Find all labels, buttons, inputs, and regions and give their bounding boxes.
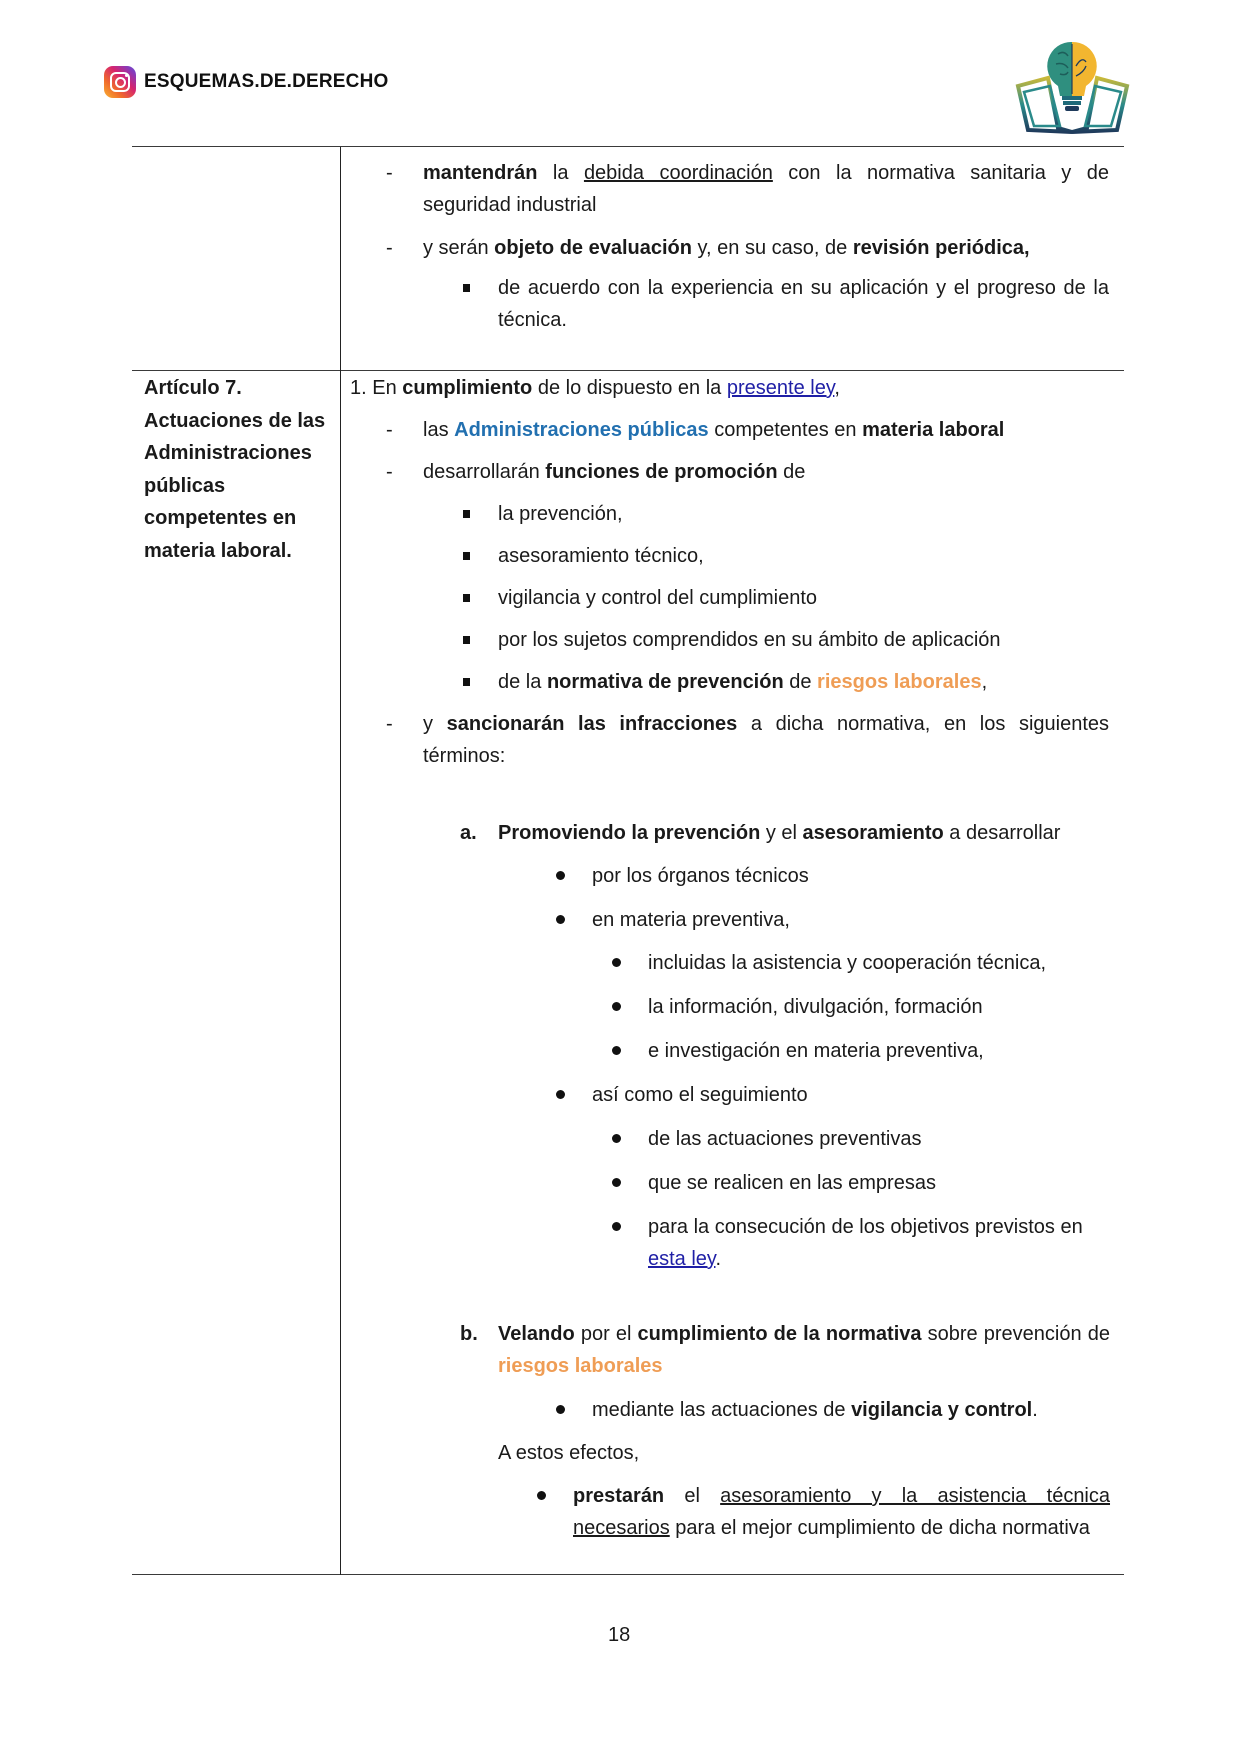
- column-divider: [340, 147, 341, 1575]
- article-title-line: Actuaciones de las: [144, 409, 326, 432]
- text-segment: normativa de prevención: [546, 671, 784, 693]
- text-segment: asesoramiento y la asistencia técnica necesarios: [573, 1485, 1111, 1539]
- article-title-line: competentes en: [144, 507, 297, 529]
- dash-bullet: -: [386, 419, 393, 441]
- list-item: [498, 624, 1001, 656]
- list-item: [573, 1480, 1110, 1544]
- text-segment: a dicha normativa, en los siguientes términos:: [423, 713, 1110, 767]
- text-segment: las: [423, 419, 455, 441]
- text-segment: y serán: [423, 237, 495, 259]
- list-item: [592, 1394, 1038, 1426]
- list-item: que se realicen en las empresas: [648, 1172, 936, 1194]
- list-item: [648, 1211, 1110, 1275]
- text-segment: ,: [834, 377, 840, 399]
- text-segment: riesgos laborales: [817, 671, 982, 693]
- text-segment: de la: [498, 671, 547, 693]
- text-segment: vigilancia y control del cumplimiento: [498, 587, 818, 609]
- bullet-dot-icon: [556, 1405, 565, 1414]
- list-item: [498, 540, 704, 572]
- text-segment: desarrollarán: [423, 461, 546, 483]
- article-title-line: públicas: [144, 474, 226, 497]
- bullet-dot-icon: [612, 1002, 621, 1011]
- list-item: por los órganos técnicos: [592, 865, 809, 887]
- bullet-dot-icon: [612, 1178, 621, 1187]
- dash-bullet: -: [386, 713, 393, 735]
- bullet-dot-icon: [612, 1222, 621, 1231]
- text-segment: ,: [981, 671, 988, 693]
- text-segment: y el: [760, 822, 803, 844]
- text-segment: .: [715, 1248, 722, 1270]
- dash-bullet: -: [386, 237, 393, 259]
- text-segment: para la consecución de los objetivos previstos en: [648, 1216, 1083, 1238]
- square-bullet-icon: [463, 284, 470, 292]
- list-item: de las actuaciones preventivas: [648, 1128, 922, 1150]
- text-segment: debida coordinación: [583, 162, 773, 184]
- dash-bullet: -: [386, 162, 393, 184]
- list-item: la información, divulgación, formación: [648, 996, 983, 1018]
- law-link[interactable]: presente ley: [726, 377, 835, 399]
- text-segment: mediante las actuaciones de: [592, 1399, 852, 1421]
- text-segment: funciones de promoción: [545, 461, 778, 483]
- list-item: [498, 582, 817, 614]
- text-segment: 1. En: [350, 377, 403, 399]
- list-label-a: a.: [460, 822, 477, 844]
- list-item: [423, 414, 1004, 446]
- text-segment: sobre prevención de: [921, 1323, 1110, 1345]
- article-title: [144, 372, 344, 567]
- square-bullet-icon: [463, 594, 470, 602]
- text-segment: competentes en: [708, 419, 863, 441]
- list-item: en materia preventiva,: [592, 909, 790, 931]
- text-segment: cumplimiento: [402, 377, 533, 399]
- list-label-b: b.: [460, 1323, 478, 1345]
- list-item: [423, 232, 1109, 264]
- page-number: 18: [608, 1624, 631, 1646]
- section-a-heading: [498, 817, 1060, 849]
- list-item: [498, 498, 623, 530]
- text-segment: revisión periódica,: [852, 237, 1030, 259]
- text-segment: y, en su caso, de: [691, 237, 853, 259]
- text-segment: a desarrollar: [943, 822, 1061, 844]
- text-segment: cumplimiento de la normativa: [637, 1323, 922, 1345]
- text-segment: prestarán: [573, 1485, 665, 1507]
- text-segment: mantendrán: [423, 162, 538, 184]
- text-segment: Promoviendo la prevención: [498, 822, 761, 844]
- article-title-line: materia laboral.: [144, 539, 292, 562]
- paragraph-effects: A estos efectos,: [498, 1442, 640, 1464]
- bullet-dot-icon: [556, 915, 565, 924]
- article-title-line: Artículo 7.: [144, 377, 242, 399]
- list-item: incluidas la asistencia y cooperación técnica,: [648, 952, 1046, 974]
- text-segment: de lo dispuesto en la: [532, 377, 727, 399]
- text-segment: de: [783, 671, 818, 693]
- list-item: [423, 708, 1109, 772]
- section-b-heading: [498, 1318, 1110, 1382]
- square-bullet-icon: [463, 678, 470, 686]
- text-segment: vigilancia y control: [851, 1399, 1033, 1421]
- instagram-icon: [104, 66, 136, 98]
- paragraph-intro: [350, 372, 840, 404]
- bullet-dot-icon: [612, 958, 621, 967]
- bullet-dot-icon: [612, 1134, 621, 1143]
- square-bullet-icon: [463, 552, 470, 560]
- text-segment: riesgos laborales: [498, 1355, 663, 1377]
- table-bottom-border: [132, 1574, 1124, 1575]
- row-divider: [132, 370, 1124, 371]
- text-segment: con la normativa sanitaria y de seguridad industrial: [423, 162, 1109, 216]
- text-segment: Velando: [498, 1323, 575, 1345]
- text-segment: Administraciones públicas: [454, 419, 709, 441]
- text-segment: materia laboral: [862, 419, 1005, 441]
- text-segment: la: [537, 162, 584, 184]
- text-segment: la prevención,: [498, 503, 623, 525]
- text-segment: de acuerdo con la experiencia en su aplicación y el progreso de la técnica.: [498, 277, 1109, 331]
- text-segment: sancionarán las infracciones: [446, 713, 738, 735]
- text-segment: asesoramiento: [802, 822, 944, 844]
- list-item: [498, 666, 987, 698]
- text-segment: .: [1032, 1399, 1038, 1421]
- list-item: [423, 456, 805, 488]
- square-bullet-icon: [463, 510, 470, 518]
- article-title-line: Administraciones: [144, 442, 312, 464]
- text-segment: por los sujetos comprendidos en su ámbito de aplicación: [498, 629, 1001, 651]
- text-segment: y: [423, 713, 447, 735]
- table-top-border: [132, 146, 1124, 147]
- list-item: [498, 272, 1109, 336]
- text-segment: objeto de evaluación: [494, 237, 692, 259]
- bullet-dot-icon: [612, 1046, 621, 1055]
- text-segment: para el mejor cumplimiento de dicha normativa: [669, 1517, 1090, 1539]
- bullet-dot-icon: [556, 1090, 565, 1099]
- dash-bullet: -: [386, 461, 393, 483]
- bullet-dot-icon: [556, 871, 565, 880]
- brand-name: ESQUEMAS.DE.DERECHO: [144, 71, 389, 92]
- law-link[interactable]: esta ley: [648, 1248, 716, 1270]
- text-segment: por el: [574, 1323, 638, 1345]
- text-segment: de: [777, 461, 806, 483]
- text-segment: el: [664, 1485, 721, 1507]
- list-item: [423, 157, 1109, 221]
- square-bullet-icon: [463, 636, 470, 644]
- text-segment: asesoramiento técnico,: [498, 545, 704, 567]
- list-item: así como el seguimiento: [592, 1084, 808, 1106]
- bullet-dot-icon: [537, 1491, 546, 1500]
- list-item: e investigación en materia preventiva,: [648, 1040, 984, 1062]
- header-brand: [104, 66, 389, 98]
- lightbulb-brain-book-logo: [1010, 36, 1135, 144]
